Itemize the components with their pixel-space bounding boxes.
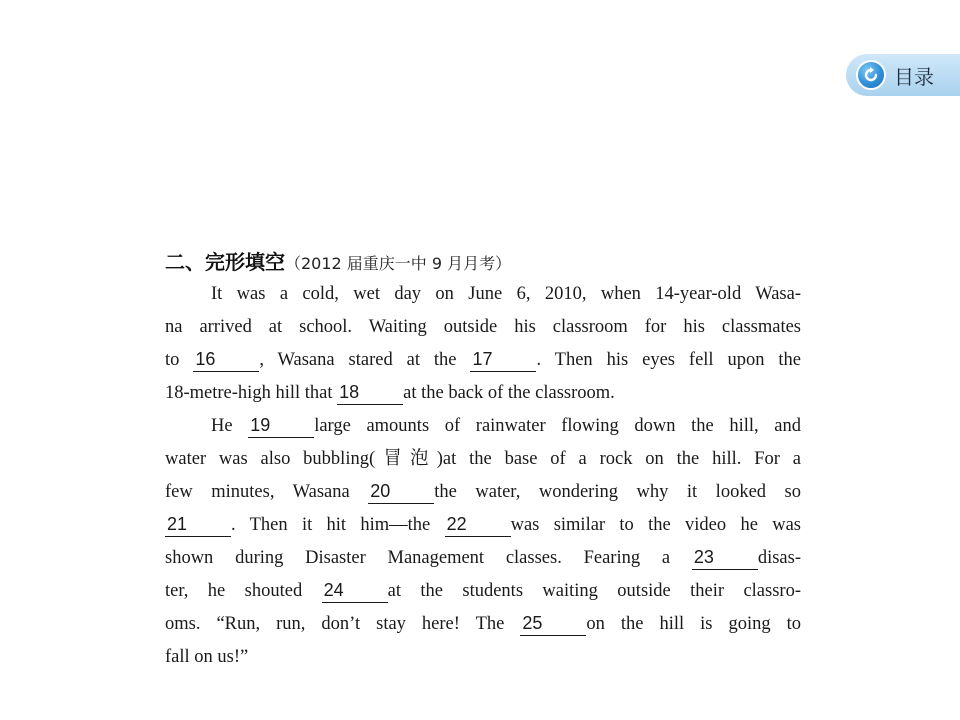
text-line — [165, 509, 801, 542]
blank-21[interactable]: 21 — [165, 512, 231, 537]
text-fragment: at the back of the classroom. — [403, 383, 615, 403]
text-fragment: large amounts of rainwater flowing down the hill, and — [314, 416, 801, 436]
text-line — [165, 344, 801, 377]
text-fragment: It was a cold, wet day on June 6, 2010, when 14-year-old Wasa- — [211, 284, 801, 304]
text-fragment: disas- — [757, 548, 802, 568]
text-fragment: , Wasana stared at the — [259, 350, 457, 370]
section-title — [165, 246, 801, 278]
blank-20[interactable]: 20 — [368, 479, 434, 504]
text-line — [165, 410, 801, 443]
toc-label: 目录 — [894, 64, 934, 89]
blank-25[interactable]: 25 — [520, 611, 586, 636]
toc-button[interactable] — [846, 54, 960, 96]
blank-16[interactable]: 16 — [193, 347, 259, 372]
text-line — [165, 575, 801, 608]
text-fragment: . Then his eyes fell upon the — [536, 350, 802, 370]
blank-17[interactable]: 17 — [470, 347, 536, 372]
blank-22[interactable]: 22 — [445, 512, 511, 537]
blank-19[interactable]: 19 — [248, 413, 314, 438]
text-line — [165, 278, 801, 311]
text-fragment: 18-metre-high hill that — [165, 383, 333, 403]
text-fragment: fall on us!” — [165, 647, 249, 667]
text-fragment: . Then it hit him—the — [231, 515, 431, 535]
text-line — [165, 608, 801, 641]
cloze-section — [165, 246, 801, 674]
circular-arrow-icon — [856, 60, 886, 90]
text-fragment: He — [211, 416, 233, 436]
text-fragment: water was also bubbling(冒泡)at the base of a rock on the hill. For a — [165, 449, 801, 469]
text-fragment: at the students waiting outside their classro- — [387, 581, 801, 601]
text-line — [165, 476, 801, 509]
text-fragment: few minutes, Wasana — [165, 482, 350, 502]
text-line — [165, 311, 801, 344]
text-fragment: ter, he shouted — [165, 581, 303, 601]
text-fragment: on the hill is going to — [586, 614, 801, 634]
text-fragment: was similar to the video he was — [510, 515, 802, 535]
paragraph-2 — [165, 410, 801, 674]
text-fragment: na arrived at school. Waiting outside his classroom for his classmates — [165, 317, 801, 337]
section-source: （2012 届重庆一中 9 月月考） — [285, 254, 512, 273]
text-fragment: the water, wondering why it looked so — [434, 482, 802, 502]
text-line — [165, 443, 801, 476]
text-line — [165, 641, 801, 674]
text-fragment: shown during Disaster Management classes. Fearing a — [165, 548, 671, 568]
blank-23[interactable]: 23 — [692, 545, 758, 570]
blank-18[interactable]: 18 — [337, 380, 403, 405]
text-fragment: oms. “Run, run, don’t stay here! The — [165, 614, 505, 634]
text-line — [165, 542, 801, 575]
blank-24[interactable]: 24 — [322, 578, 388, 603]
text-fragment: to — [165, 350, 180, 370]
section-heading: 二、完形填空 — [165, 250, 285, 274]
paragraph-1 — [165, 278, 801, 410]
text-line — [165, 377, 801, 410]
